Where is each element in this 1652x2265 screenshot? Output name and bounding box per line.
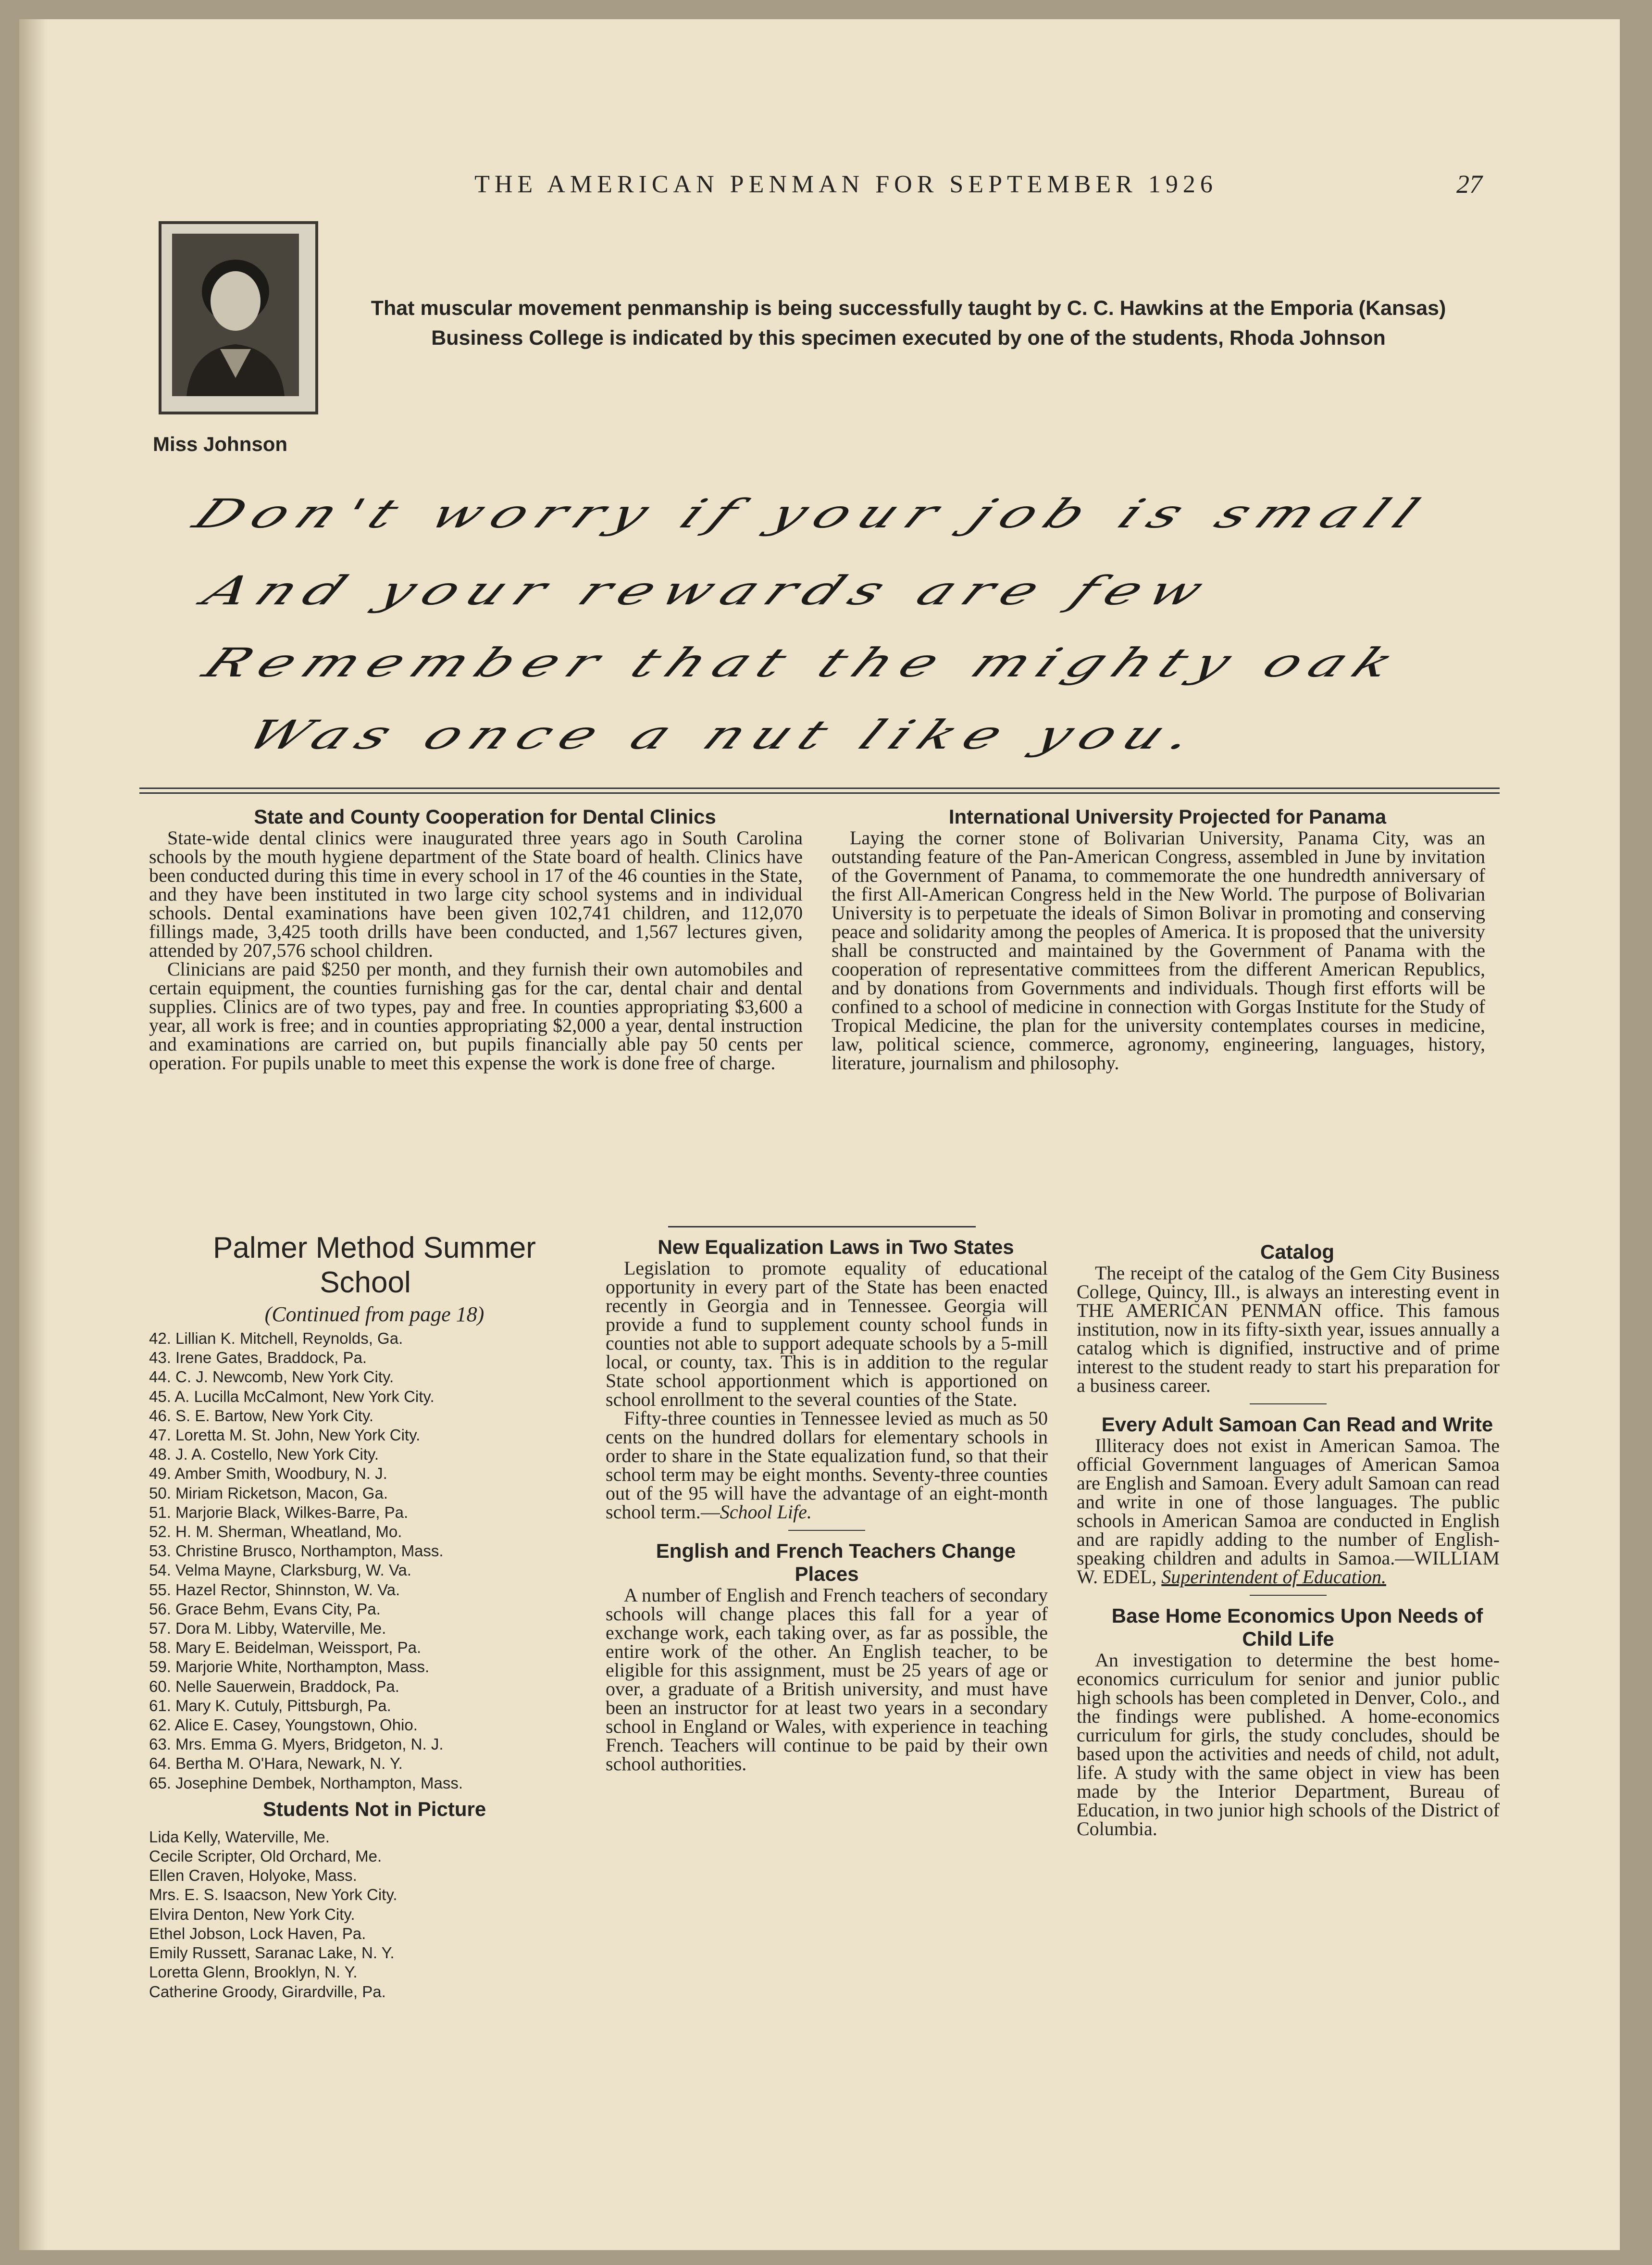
penmanship-specimen — [185, 481, 1452, 779]
portrait-image — [172, 234, 299, 396]
article-title: English and French Teachers Change Places — [656, 1539, 1016, 1585]
list-item: 56. Grace Behm, Evans City, Pa. — [149, 1600, 381, 1618]
list-item: 64. Bertha M. O'Hara, Newark, N. Y. — [149, 1754, 403, 1773]
magazine-page — [19, 19, 1620, 2250]
continued-note: (Continued from page 18) — [264, 1302, 484, 1326]
right-column — [1077, 1240, 1500, 1838]
subsection-title: Students Not in Picture — [262, 1797, 486, 1820]
article-title: Base Home Economics Upon Needs of Child Life — [1111, 1604, 1483, 1650]
list-item: Cecile Scripter, Old Orchard, Me. — [149, 1847, 382, 1865]
article-title: State and County Cooperation for Dental Clinics — [254, 805, 716, 828]
article-title: New Equalization Laws in Two States — [658, 1236, 1014, 1258]
article-title: Catalog — [1260, 1240, 1334, 1263]
separator — [788, 1530, 865, 1531]
section-rule-bottom — [139, 792, 1500, 794]
article-title: Palmer Method Summer School — [213, 1231, 536, 1299]
list-item: 60. Nelle Sauerwein, Braddock, Pa. — [149, 1677, 399, 1695]
article-paragraph: The receipt of the catalog of the Gem City Business College, Quincy, Ill., is always an interesting event in THE AMERICAN PENMAN office. This famous institution, now in its fifty-sixth year, issues annually a catalog which is dignified, instructive and of prime interest to the student ready to start his preparation for a business career. — [1077, 1262, 1500, 1396]
article-paragraph — [1077, 1436, 1500, 1586]
list-item: Ellen Craven, Holyoke, Mass. — [149, 1866, 357, 1885]
list-item: 49. Amber Smith, Woodbury, N. J. — [149, 1464, 387, 1483]
list-item: 58. Mary E. Beidelman, Weissport, Pa. — [149, 1639, 422, 1657]
list-item: 48. J. A. Costello, New York City. — [149, 1445, 379, 1464]
list-item: 55. Hazel Rector, Shinnston, W. Va. — [149, 1580, 400, 1599]
article-paragraph: Legislation to promote equality of educational opportunity in every part of the State has been enacted recently in Georgia and in Tennessee. Georgia will provide a fund to supplement county school funds in counties not able to support adequate schools by a 5-mill local, or county, tax. This is in addition to the regular State school apportionment which is apportioned on school enrollment to the several counties of the State. — [606, 1257, 1048, 1410]
article-dental-clinics — [149, 805, 803, 1072]
article-paragraph: Laying the corner stone of Bolivarian University, Panama City, was an outstanding feature of the Pan-American Congress, assembled in June by invitation of the Government of Panama, to commemorate the one hundredth anniversary of the first All-American Congress held in the New World. The purpose of Bolivarian University is to perpetuate the ideals of Simon Bolivar in promoting and conserving peace and solidarity among the peoples of America. It is proposed that the university shall be constructed and maintained by the Government of Panama with the cooperation of representative committees from the different American Republics, and by donations from Governments and individuals. Though first efforts will be confined to a school of medicine in connection with Gorgas Institute for the Study of Tropical Medicine, the plan for the university contemplates courses in medicine, law, political science, commerce, agronomy, engineering, languages, history, literature, journalism and philosophy. — [832, 827, 1485, 1074]
photo-caption: Miss Johnson — [153, 433, 288, 455]
list-item: 65. Josephine Dembek, Northampton, Mass. — [149, 1774, 463, 1792]
paragraph-text: Fifty-three counties in Tennessee levied as much as 50 cents on the hundred dollars for elementary schools in order to share in the State equalization fund, so that their school term may be eight months. Seventy-three counties out of the 95 will have the advantage of an eight-month school term.— — [606, 1407, 1048, 1523]
list-item: 51. Marjorie Black, Wilkes-Barre, Pa. — [149, 1503, 409, 1521]
article-title: International University Projected for Panama — [948, 805, 1387, 828]
column-top-rule — [668, 1226, 976, 1227]
script-line-3: Remember that the mighty oak — [194, 639, 1415, 686]
article-paragraph: Clinicians are paid $250 per month, and they furnish their own automobiles and certain equipment, the counties furnishing gas for the car, dental chair and dental supplies. Clinics are of two types, pay and free. In counties appropriating $3,600 a year, all work is free; and in counties appropriating $2,000 a year, dental instruction and examinations are carried on, but pupils financially able pay 50 cents per operation. For pupils unable to meet this expense the work is done free of charge. — [149, 958, 803, 1074]
student-portrait — [159, 221, 318, 414]
article-panama-university — [832, 805, 1485, 1072]
article-paragraph — [606, 1409, 1048, 1521]
section-rule-top — [139, 788, 1500, 789]
article-title: Every Adult Samoan Can Read and Write — [1101, 1413, 1493, 1436]
separator — [1250, 1595, 1327, 1596]
list-item: 43. Irene Gates, Braddock, Pa. — [149, 1349, 367, 1367]
list-item: 50. Miriam Ricketson, Macon, Ga. — [149, 1484, 388, 1502]
article-palmer-method — [149, 1231, 582, 2002]
script-line-2: And your rewards are few — [194, 567, 1224, 614]
source-citation: School Life. — [720, 1501, 812, 1523]
script-line-4: Was once a nut like you. — [237, 712, 1216, 758]
list-item: 44. C. J. Newcomb, New York City. — [149, 1368, 394, 1386]
list-item: 46. S. E. Bartow, New York City. — [149, 1406, 374, 1425]
author-title: Superintendent of Education. — [1161, 1566, 1386, 1588]
page-number: 27 — [1456, 170, 1482, 199]
list-item: 53. Christine Brusco, Northampton, Mass. — [149, 1542, 444, 1560]
page-binding-shadow — [19, 19, 48, 2250]
list-item: 61. Mary K. Cutuly, Pittsburgh, Pa. — [149, 1696, 391, 1714]
separator — [1250, 1403, 1327, 1404]
list-item: Elvira Denton, New York City. — [149, 1905, 355, 1923]
list-item: 62. Alice E. Casey, Youngstown, Ohio. — [149, 1716, 418, 1734]
list-item: 47. Loretta M. St. John, New York City. — [149, 1426, 421, 1444]
script-line-1: Don't worry if your job is small — [185, 490, 1439, 537]
article-paragraph: An investigation to determine the best home-economics curriculum for senior and junior public high schools has been completed in Denver, Colo., and the findings were published. A home-economics curriculum for girls, the study concludes, should be based upon the activities and needs of child, not adult, life. A study with the same object in view has been made by the Interior Department, Bureau of Education, in two junior high schools of the District of Columbia. — [1077, 1649, 1500, 1840]
list-item: Mrs. E. S. Isaacson, New York City. — [149, 1886, 397, 1904]
article-paragraph: A number of English and French teachers of secondary schools will change places this fall for a year of exchange work, each taking over, as far as possible, the entire work of the other. An English teacher, to be eligible for this assignment, must be 25 years of age or over, a graduate of a British university, and must have been an instructor for at least two years in a secondary school in England or Wales, with experience in teaching French. Teachers will continue to be paid by their own school authorities. — [606, 1584, 1048, 1775]
list-item: 42. Lillian K. Mitchell, Reynolds, Ga. — [149, 1329, 403, 1347]
list-item: Loretta Glenn, Brooklyn, N. Y. — [149, 1963, 358, 1981]
list-item: 52. H. M. Sherman, Wheatland, Mo. — [149, 1523, 402, 1541]
running-header: THE AMERICAN PENMAN FOR SEPTEMBER 1926 — [474, 171, 1217, 198]
article-paragraph: State-wide dental clinics were inaugurated three years ago in South Carolina schools by the mouth hygiene department of the State board of health. Clinics have been conducted during this time in every school in 17 of the 46 counties in the State, and they have been instituted in two large city school systems and in individual schools. Dental examinations have been given 102,741 children, and 112,070 fillings made, 3,425 tooth drills have been conducted, and 1,567 lectures given, attended by 207,576 school children. — [149, 827, 803, 961]
middle-column — [606, 1236, 1048, 1773]
list-item: Emily Russett, Saranac Lake, N. Y. — [149, 1944, 395, 1962]
intro-paragraph: That muscular movement penmanship is being successfully taught by C. C. Hawkins at the Emporia (Kansas) Business College is indicated by this specimen executed by one of the students, Rhoda Johnson — [371, 297, 1446, 350]
list-item: 59. Marjorie White, Northampton, Mass. — [149, 1658, 430, 1676]
list-item: Lida Kelly, Waterville, Me. — [149, 1827, 330, 1846]
list-item: 45. A. Lucilla McCalmont, New York City. — [149, 1387, 435, 1405]
paragraph-text: Illiteracy does not exist in American Samoa. The official Government languages of American Samoa are English and Samoan. Every adult Samoan can read and write in one of those languages. The public schools in American Samoa are conducted in English and are rapidly adding to the number of English-speaking children and adults in Samoa.—WILLIAM W. EDEL, — [1077, 1435, 1500, 1588]
list-item: Ethel Jobson, Lock Haven, Pa. — [149, 1924, 366, 1942]
list-item: 57. Dora M. Libby, Waterville, Me. — [149, 1619, 386, 1638]
list-item: 54. Velma Mayne, Clarksburg, W. Va. — [149, 1561, 411, 1579]
absent-student-list — [149, 1827, 582, 2002]
graduate-list — [149, 1329, 582, 1793]
list-item: Catherine Groody, Girardville, Pa. — [149, 1982, 386, 2001]
list-item: 63. Mrs. Emma G. Myers, Bridgeton, N. J. — [149, 1735, 444, 1753]
